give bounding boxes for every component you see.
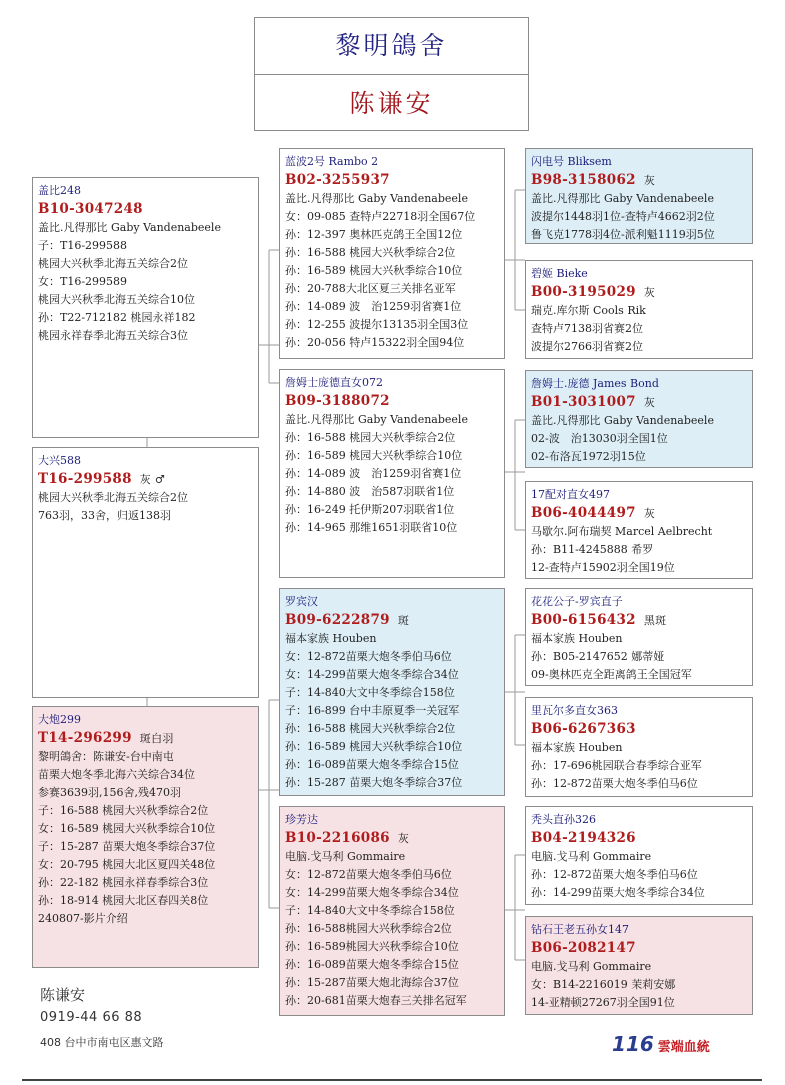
contact-phone: 0919-44 66 88 bbox=[40, 1010, 143, 1025]
pigeon-card-subject bbox=[32, 447, 259, 698]
record-line: 子：16-588 桃园大兴秋季综合2位 bbox=[38, 804, 209, 817]
ring-number: T14-296299 斑白羽 bbox=[38, 730, 174, 746]
record-line: 孙：16-589桃园大兴秋季综合10位 bbox=[285, 940, 459, 953]
record-line: 子：14-840大文中冬季综合158位 bbox=[285, 686, 455, 699]
pigeon-card-sds bbox=[525, 370, 753, 468]
record-line: 盖比.凡得那比 Gaby Vandenabeele bbox=[531, 192, 714, 205]
ring-number: B10-2216086 灰 bbox=[285, 830, 410, 846]
pigeon-name: 詹姆士庞德直女072 bbox=[285, 376, 383, 389]
pigeon-name: 碧姬 Bieke bbox=[531, 267, 588, 280]
record-line: 桃园永祥春季北海五关综合3位 bbox=[38, 329, 188, 342]
record-line: 孙：20-788大北区夏三关排名亚军 bbox=[285, 282, 456, 295]
record-line: 女：T16-299589 bbox=[38, 275, 128, 288]
record-line: 盖比.凡得那比 Gaby Vandenabeele bbox=[285, 192, 468, 205]
pigeon-card-ssd bbox=[525, 260, 753, 359]
pigeon-name: 珍芳达 bbox=[285, 813, 318, 826]
record-line: 女：20-795 桃园大北区夏四关48位 bbox=[38, 858, 216, 871]
ring-number: B01-3031007 灰 bbox=[531, 394, 656, 410]
contact-address: 408 台中市南屯区惠文路 bbox=[40, 1036, 164, 1049]
record-line: 240807-影片介绍 bbox=[38, 912, 128, 925]
record-line: 孙：18-914 桃园大北区春四关8位 bbox=[38, 894, 209, 907]
contact-name: 陈谦安 bbox=[40, 986, 86, 1004]
record-line: 12-查特卢15902羽全国19位 bbox=[531, 561, 675, 574]
record-line: 子：14-840大文中冬季综合158位 bbox=[285, 904, 455, 917]
ring-number: B10-3047248 bbox=[38, 201, 143, 217]
record-line: 女：09-085 查特卢22718羽全国67位 bbox=[285, 210, 476, 223]
pigeon-card-dam bbox=[32, 706, 259, 968]
record-line: 孙：16-589 桃园大兴秋季综合10位 bbox=[285, 740, 463, 753]
record-line: 02-布洛瓦1972羽15位 bbox=[531, 450, 646, 463]
record-line: 桃园大兴秋季北海五关综合2位 bbox=[38, 491, 188, 504]
record-line: 孙：B05-2147652 娜蒂娅 bbox=[531, 650, 665, 663]
record-line: 鲁飞克1778羽4位-派利魁1119羽5位 bbox=[531, 228, 715, 241]
record-line: 孙：14-965 那维1651羽联省10位 bbox=[285, 521, 458, 534]
record-line: 孙：12-872苗栗大炮冬季伯马6位 bbox=[531, 868, 698, 881]
record-line: 女：B14-2216019 茉莉安娜 bbox=[531, 978, 676, 991]
record-line: 孙：16-589 桃园大兴秋季综合10位 bbox=[285, 449, 463, 462]
ring-number: B98-3158062 灰 bbox=[531, 172, 656, 188]
record-line: 孙：16-249 托伊斯207羽联省1位 bbox=[285, 503, 455, 516]
record-line: 孙：17-696桃园联合春季综合亚军 bbox=[531, 759, 702, 772]
record-line: 电脑.戈马利 Gommaire bbox=[285, 850, 406, 863]
ring-number: B02-3255937 bbox=[285, 172, 390, 188]
record-line: 桃园大兴秋季北海五关综合10位 bbox=[38, 293, 195, 306]
record-line: 查特卢7138羽省赛2位 bbox=[531, 322, 643, 335]
pigeon-name: 花花公子-罗宾直子 bbox=[531, 595, 623, 608]
record-line: 女：12-872苗栗大炮冬季伯马6位 bbox=[285, 650, 452, 663]
record-line: 孙：16-089苗栗大炮冬季综合15位 bbox=[285, 958, 459, 971]
pigeon-card-dss bbox=[525, 588, 753, 686]
logo-number: 116 bbox=[612, 1032, 654, 1056]
record-line: 瑞克.库尔斯 Cools Rik bbox=[531, 304, 646, 317]
record-line: 孙：22-182 桃园永祥春季综合3位 bbox=[38, 876, 209, 889]
ring-number: T16-299588 灰 ♂ bbox=[38, 471, 166, 487]
record-line: 福本家族 Houben bbox=[531, 632, 623, 645]
record-line: 子：16-899 台中丰原夏季一关冠军 bbox=[285, 704, 460, 717]
record-line: 09-奥林匹克全距离鸽王全国冠军 bbox=[531, 668, 692, 681]
record-line: 孙：14-089 波 治1259羽省赛1位 bbox=[285, 467, 462, 480]
pigeon-name: 蓝波2号 Rambo 2 bbox=[285, 155, 379, 168]
record-line: 女：14-299苗栗大炮冬季综合34位 bbox=[285, 886, 459, 899]
pigeon-color: 斑白羽 bbox=[139, 732, 174, 745]
pigeon-card-sss bbox=[525, 148, 753, 244]
pigeon-card-sire bbox=[32, 177, 259, 438]
pigeon-name: 大炮299 bbox=[38, 713, 81, 726]
record-line: 盖比.凡得那比 Gaby Vandenabeele bbox=[531, 414, 714, 427]
logo-text: 雲端血統 bbox=[657, 1040, 710, 1055]
record-line: 763羽，33舍，归返138羽 bbox=[38, 509, 171, 522]
record-line: 女：16-589 桃园大兴秋季综合10位 bbox=[38, 822, 216, 835]
pigeon-name: 秃头直孙326 bbox=[531, 813, 596, 826]
record-line: 孙：14-299苗栗大炮冬季综合34位 bbox=[531, 886, 705, 899]
ring-number: B06-6267363 bbox=[531, 721, 636, 737]
ring-number: B00-3195029 灰 bbox=[531, 284, 656, 300]
record-line: 女：14-299苗栗大炮冬季综合34位 bbox=[285, 668, 459, 681]
record-line: 马歇尔.阿布瑞契 Marcel Aelbrecht bbox=[531, 525, 713, 538]
footer-divider bbox=[22, 1079, 762, 1081]
record-line: 孙：15-287苗栗大炮北海综合37位 bbox=[285, 976, 459, 989]
pigeon-name: 罗宾汉 bbox=[285, 595, 318, 608]
record-line: 孙：16-589 桃园大兴秋季综合10位 bbox=[285, 264, 463, 277]
record-line: 孙：16-588桃园大兴秋季综合2位 bbox=[285, 922, 452, 935]
record-line: 盖比.凡得那比 Gaby Vandenabeele bbox=[38, 221, 221, 234]
pigeon-name: 闪电号 Bliksem bbox=[531, 155, 612, 168]
pigeon-name: 詹姆士.庞德 James Bond bbox=[531, 377, 659, 390]
record-line: 孙：16-588 桃园大兴秋季综合2位 bbox=[285, 246, 456, 259]
loft-name: 黎明鴿舍 bbox=[255, 18, 528, 75]
pigeon-card-dam-sire bbox=[279, 588, 505, 796]
pigeon-color: 灰 bbox=[643, 286, 656, 299]
record-line: 孙：B11-4245888 希罗 bbox=[531, 543, 654, 556]
record-line: 孙：20-681苗栗大炮春三关排名冠军 bbox=[285, 994, 467, 1007]
pigeon-card-dsd bbox=[525, 697, 753, 797]
record-line: 孙：12-255 波提尔13135羽全国3位 bbox=[285, 318, 469, 331]
ring-number: B06-4044497 灰 bbox=[531, 505, 656, 521]
record-line: 盖比.凡得那比 Gaby Vandenabeele bbox=[285, 413, 468, 426]
record-line: 孙：T22-712182 桃园永祥182 bbox=[38, 311, 196, 324]
record-line: 14-亚精顿27267羽全国91位 bbox=[531, 996, 675, 1009]
pigeon-card-dam-dam bbox=[279, 806, 505, 1016]
pigeon-name: 大兴588 bbox=[38, 454, 81, 467]
pigeon-card-ddd bbox=[525, 916, 753, 1015]
pigeon-name: 里瓦尔多直女363 bbox=[531, 704, 618, 717]
pigeon-card-sire-sire bbox=[279, 148, 505, 359]
record-line: 福本家族 Houben bbox=[531, 741, 623, 754]
record-line: 黎明鴿舍：陈谦安-台中南屯 bbox=[38, 750, 174, 763]
record-line: 孙：20-056 特卢15322羽全国94位 bbox=[285, 336, 465, 349]
ring-number: B04-2194326 bbox=[531, 830, 636, 846]
record-line: 孙：12-872苗栗大炮冬季伯马6位 bbox=[531, 777, 698, 790]
record-line: 孙：14-880 波 治587羽联省1位 bbox=[285, 485, 455, 498]
record-line: 电脑.戈马利 Gommaire bbox=[531, 960, 652, 973]
pigeon-color: 黑斑 bbox=[643, 614, 667, 627]
pigeon-color: 灰 bbox=[643, 174, 656, 187]
record-line: 波提尔2766羽省赛2位 bbox=[531, 340, 643, 353]
pigeon-name: 17配对直女497 bbox=[531, 488, 610, 501]
pigeon-color: 斑 bbox=[397, 614, 410, 627]
cloud-pedigree-logo bbox=[612, 1032, 710, 1056]
pigeon-name: 钻石王老五孙女147 bbox=[531, 923, 629, 936]
record-line: 子：15-287 苗栗大炮冬季综合37位 bbox=[38, 840, 216, 853]
owner-name: 陈谦安 bbox=[349, 89, 434, 118]
ring-number: B09-6222879 斑 bbox=[285, 612, 410, 628]
record-line: 02-波 治13030羽全国1位 bbox=[531, 432, 668, 445]
ring-number: B00-6156432 黑斑 bbox=[531, 612, 667, 628]
pigeon-color: 灰 bbox=[643, 396, 656, 409]
pigeon-color: 灰 bbox=[397, 832, 410, 845]
record-line: 孙：16-089苗栗大炮冬季综合15位 bbox=[285, 758, 459, 771]
pigeon-color: 灰 bbox=[643, 507, 656, 520]
record-line: 苗栗大炮冬季北海六关综合34位 bbox=[38, 768, 195, 781]
record-line: 参赛3639羽,156舍,残470羽 bbox=[38, 786, 181, 799]
pigeon-card-dds bbox=[525, 806, 753, 905]
record-line: 孙：12-397 奥林匹克鸽王全国12位 bbox=[285, 228, 463, 241]
ring-number: B09-3188072 bbox=[285, 393, 390, 409]
record-line: 孙：15-287 苗栗大炮冬季综合37位 bbox=[285, 776, 463, 789]
record-line: 桃园大兴秋季北海五关综合2位 bbox=[38, 257, 188, 270]
record-line: 女：12-872苗栗大炮冬季伯马6位 bbox=[285, 868, 452, 881]
pigeon-name: 盖比248 bbox=[38, 184, 81, 197]
pigeon-color: 灰 ♂ bbox=[139, 473, 166, 486]
ring-number: B06-2082147 bbox=[531, 940, 636, 956]
record-line: 波提尔1448羽1位-查特卢4662羽2位 bbox=[531, 210, 715, 223]
record-line: 福本家族 Houben bbox=[285, 632, 377, 645]
pigeon-card-sdd bbox=[525, 481, 753, 579]
record-line: 孙：14-089 波 治1259羽省赛1位 bbox=[285, 300, 462, 313]
record-line: 孙：16-588 桃园大兴秋季综合2位 bbox=[285, 431, 456, 444]
record-line: 孙：16-588 桃园大兴秋季综合2位 bbox=[285, 722, 456, 735]
record-line: 电脑.戈马利 Gommaire bbox=[531, 850, 652, 863]
record-line: 子：T16-299588 bbox=[38, 239, 128, 252]
pigeon-card-sire-dam bbox=[279, 369, 505, 578]
